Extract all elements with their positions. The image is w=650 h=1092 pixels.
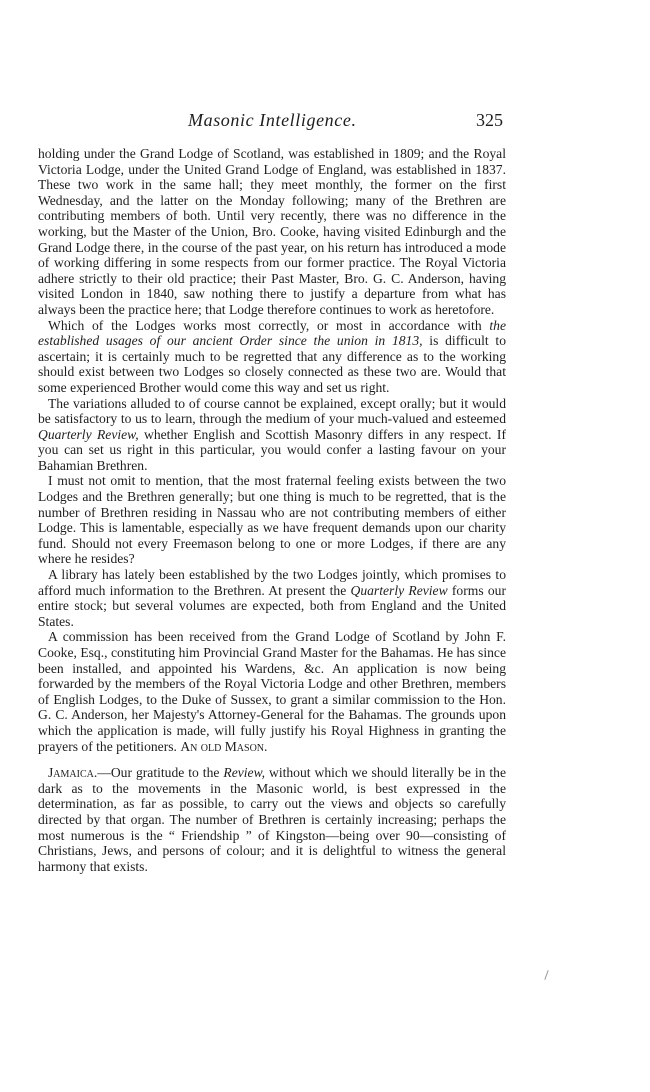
stray-pen-mark xyxy=(544,970,548,980)
paragraph-fraternal-feeling xyxy=(38,473,506,567)
paragraph-text: The variations alluded to of course cannot be explained, except orally; but it would be satisfactory to us to learn, through the medium of your much-valued and esteemed xyxy=(38,395,506,427)
signature: An old Mason. xyxy=(180,738,268,754)
italic-title: Quarterly Review xyxy=(350,582,448,598)
paragraph-jamaica xyxy=(38,765,506,874)
paragraph-commission xyxy=(38,629,506,754)
paragraph-text: I must not omit to mention, that the most fraternal feeling exists between the two Lodges and the Brethren generally; but one thing is much to be regretted, that is the number of Brethren residing in Nassau who are not contributing members of either Lodge. This is lamentable, especially as we have frequent demands upon our charity fund. Should not every Freemason belong to one or more Lodges, if there are any where he resides? xyxy=(38,473,506,567)
italic-phrase: the established usages of our ancient Order since the union in 1813, xyxy=(38,317,506,349)
paragraph-library xyxy=(38,567,506,629)
paragraph-text: is difficult to ascertain; it is certainly much to be regretted that any difference as to the working should exist between two Lodges so closely connected as these two are. Would that some experienced Brother would come this way and set us right. xyxy=(38,333,506,395)
article-body xyxy=(38,146,506,874)
running-head xyxy=(38,110,503,134)
italic-title: Review, xyxy=(223,765,266,781)
paragraph-text: without which we should literally be in the dark as to the movements in the Masonic world, is best expressed in the determination, as far as possible, to carry out the views and objects so carefully directed by that organ. The number of Brethren is certainly increasing; perhaps the most numerous is the “ Friendship ” of Kingston—being over 90—consisting of Christians, Jews, and persons of colour; and it is delightful to witness the general harmony that exists. xyxy=(38,765,506,874)
paragraph-text: forms our entire stock; but several volumes are expected, both from England and the United States. xyxy=(38,582,506,629)
running-title: Masonic Intelligence. xyxy=(188,110,357,130)
paragraph-text: whether English and Scottish Masonry differs in any respect. If you can set us right in this particular, you would confer a lasting favour on your Bahamian Brethren. xyxy=(38,426,506,473)
paragraph-text: A commission has been received from the Grand Lodge of Scotland by John F. Cooke, Esq., constituting him Provincial Grand Master for the Bahamas. He has since been installed, and appointed his Wardens, &c. An application is now being forwarded by the members of the Royal Victoria Lodge and other Brethren, members of English Lodges, to the Duke of Sussex, to grant a similar commission to the Hon. G. C. Anderson, her Majesty's Attorney-General for the Bahamas. The grounds upon which the application is made, will fully justify his Royal Highness in granting the prayers of the petitioners. xyxy=(38,629,506,754)
paragraph-working-question xyxy=(38,318,506,396)
section-heading-jamaica: Jamaica. xyxy=(48,765,98,781)
paragraph-text: A library has lately been established by the two Lodges jointly, which promises to afford much information to the Brethren. At present the xyxy=(38,567,506,598)
paragraph-text: holding under the Grand Lodge of Scotland, was established in 1809; and the Royal Victoria Lodge, under the United Grand Lodge of England, was established in 1837. These two work in the same hall; they meet monthly, the former on the first Wednesday, and the latter on the Monday following; many of the Brethren are contributing members of both. Until very recently, there was no difference in the working, but the Master of the Union, Bro. Cooke, having visited Edinburgh and the Grand Lodge there, in the course of the past year, on his return has introduced a mode of working differing in some respects from our former practice. The Royal Victoria adhere strictly to their old practice; their Past Master, Bro. G. C. Anderson, having visited London in 1840, saw nothing there to justify a departure from what has always been the practice here; that Lodge therefore continues to work as heretofore. xyxy=(38,146,506,317)
italic-title: Quarterly Review, xyxy=(38,426,139,442)
page-number: 325 xyxy=(476,110,503,130)
paragraph-text: Which of the Lodges works most correctly, or most in accordance with xyxy=(48,317,490,333)
paragraph-variations xyxy=(38,396,506,474)
paragraph-lodges-history xyxy=(38,146,506,318)
paragraph-text: —Our gratitude to the xyxy=(97,765,224,781)
